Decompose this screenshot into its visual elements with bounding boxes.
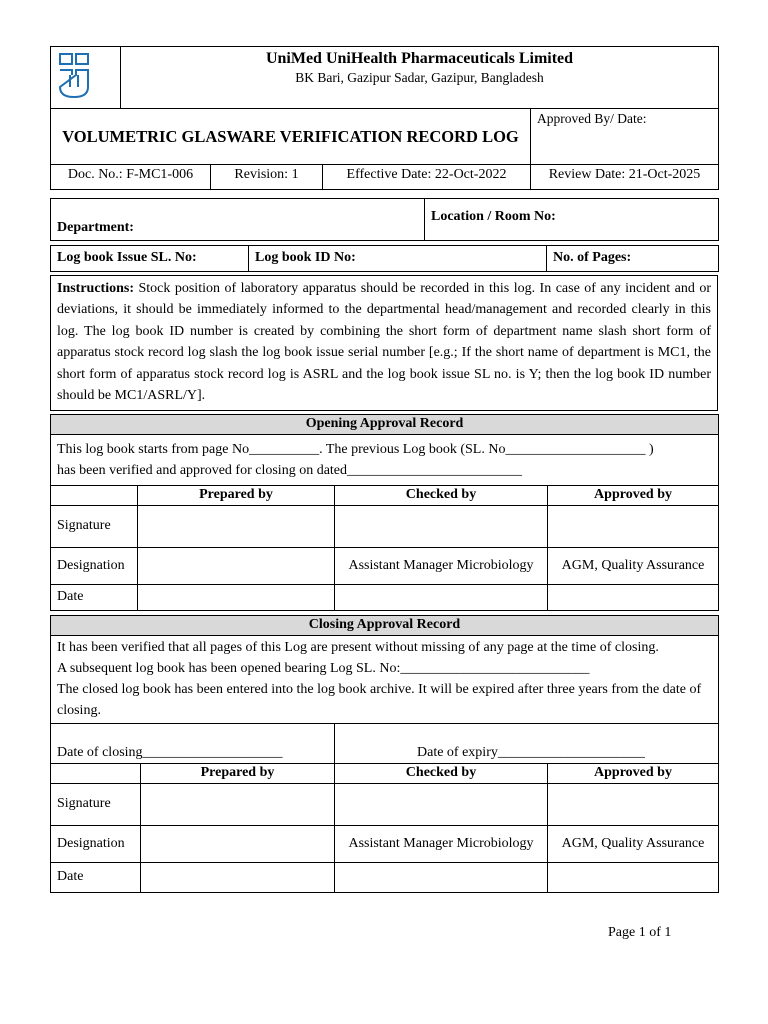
effective-date: Effective Date: 22-Oct-2022 — [323, 165, 531, 189]
instructions-label: Instructions: — [57, 280, 135, 296]
closing-col-prepared: Prepared by — [141, 763, 335, 783]
opening-statement — [51, 434, 719, 485]
opening-col-checked: Checked by — [335, 485, 548, 505]
closing-line-2[interactable]: A subsequent log book has been opened bearing Log SL. No:___________________________ — [57, 660, 590, 676]
company-address: BK Bari, Gazipur Sadar, Gazipur, Bangladesh — [295, 70, 544, 85]
opening-blank-header — [51, 485, 138, 505]
closing-signature-prepared[interactable] — [141, 783, 335, 825]
closing-approval-table — [50, 615, 719, 893]
opening-signature-approved[interactable] — [548, 505, 719, 547]
closing-heading: Closing Approval Record — [51, 615, 719, 635]
opening-approval-table — [50, 414, 719, 611]
logbook-id-field[interactable]: Log book ID No: — [249, 245, 547, 271]
closing-date-checked[interactable] — [335, 862, 548, 892]
logbook-issue-sl-field[interactable]: Log book Issue SL. No: — [51, 245, 249, 271]
opening-designation-checked: Assistant Manager Microbiology — [335, 547, 548, 584]
opening-line-1[interactable]: This log book starts from page No__________. The previous Log book (SL. No____________________ ) — [57, 441, 654, 457]
page-number: Page 1 of 1 — [608, 925, 672, 940]
closing-blank-header — [51, 763, 141, 783]
document-page — [50, 46, 718, 893]
meta-table — [50, 165, 719, 190]
opening-designation-approved: AGM, Quality Assurance — [548, 547, 719, 584]
opening-signature-checked[interactable] — [335, 505, 548, 547]
date-of-closing-field[interactable]: Date of closing____________________ — [51, 723, 335, 763]
opening-date-approved[interactable] — [548, 584, 719, 610]
closing-designation-checked: Assistant Manager Microbiology — [335, 825, 548, 862]
opening-row-designation: Designation — [51, 547, 138, 584]
location-field[interactable]: Location / Room No: — [425, 198, 719, 240]
document-title: VOLUMETRIC GLASWARE VERIFICATION RECORD LOG — [51, 109, 531, 165]
no-of-pages-field[interactable]: No. of Pages: — [547, 245, 719, 271]
revision: Revision: 1 — [211, 165, 323, 189]
logo-cell — [51, 47, 121, 109]
date-of-expiry-field[interactable]: Date of expiry_____________________ — [335, 723, 719, 763]
instructions-table — [50, 275, 718, 411]
opening-col-prepared: Prepared by — [138, 485, 335, 505]
opening-row-date: Date — [51, 584, 138, 610]
logbook-table — [50, 245, 719, 272]
closing-date-prepared[interactable] — [141, 862, 335, 892]
doc-no: Doc. No.: F-MC1-006 — [51, 165, 211, 189]
closing-row-signature: Signature — [51, 783, 141, 825]
closing-signature-approved[interactable] — [548, 783, 719, 825]
approved-by-date: Approved By/ Date: — [531, 109, 719, 165]
review-date: Review Date: 21-Oct-2025 — [531, 165, 719, 189]
closing-designation-prepared[interactable] — [141, 825, 335, 862]
closing-statement — [51, 635, 719, 723]
header-table — [50, 46, 719, 165]
closing-row-designation: Designation — [51, 825, 141, 862]
opening-designation-prepared[interactable] — [138, 547, 335, 584]
closing-line-1: It has been verified that all pages of this Log are present without missing of any page at the time of closing. — [57, 639, 659, 655]
instructions-text: Stock position of laboratory apparatus should be recorded in this log. In case of any incident and or deviations, it should be immediately informed to the departmental head/management and recorded clearly in this log. The log book ID number is created by combining the short form of department name slash short form of apparatus stock record log slash the log book issue serial number [e.g.; If the short name of department is MC1, the short form of apparatus stock record log is ASRL and the log book issue SL no. is Y; then the log book ID number should be MC1/ASRL/Y]. — [57, 280, 711, 403]
company-logo-icon — [57, 51, 91, 99]
opening-line-2[interactable]: has been verified and approved for closing on dated_________________________ — [57, 462, 523, 478]
opening-date-prepared[interactable] — [138, 584, 335, 610]
opening-col-approved: Approved by — [548, 485, 719, 505]
opening-row-signature: Signature — [51, 505, 138, 547]
closing-signature-checked[interactable] — [335, 783, 548, 825]
closing-row-date: Date — [51, 862, 141, 892]
department-table — [50, 198, 719, 241]
closing-line-3: The closed log book has been entered into the log book archive. It will be expired after three years from the date of closing. — [57, 681, 702, 718]
department-field[interactable]: Department: — [51, 198, 425, 240]
instructions-block — [51, 275, 718, 410]
closing-date-approved[interactable] — [548, 862, 719, 892]
company-block — [121, 47, 719, 109]
company-name: UniMed UniHealth Pharmaceuticals Limited — [265, 50, 574, 67]
closing-designation-approved: AGM, Quality Assurance — [548, 825, 719, 862]
opening-heading: Opening Approval Record — [51, 414, 719, 434]
closing-col-approved: Approved by — [548, 763, 719, 783]
opening-date-checked[interactable] — [335, 584, 548, 610]
opening-signature-prepared[interactable] — [138, 505, 335, 547]
closing-col-checked: Checked by — [335, 763, 548, 783]
